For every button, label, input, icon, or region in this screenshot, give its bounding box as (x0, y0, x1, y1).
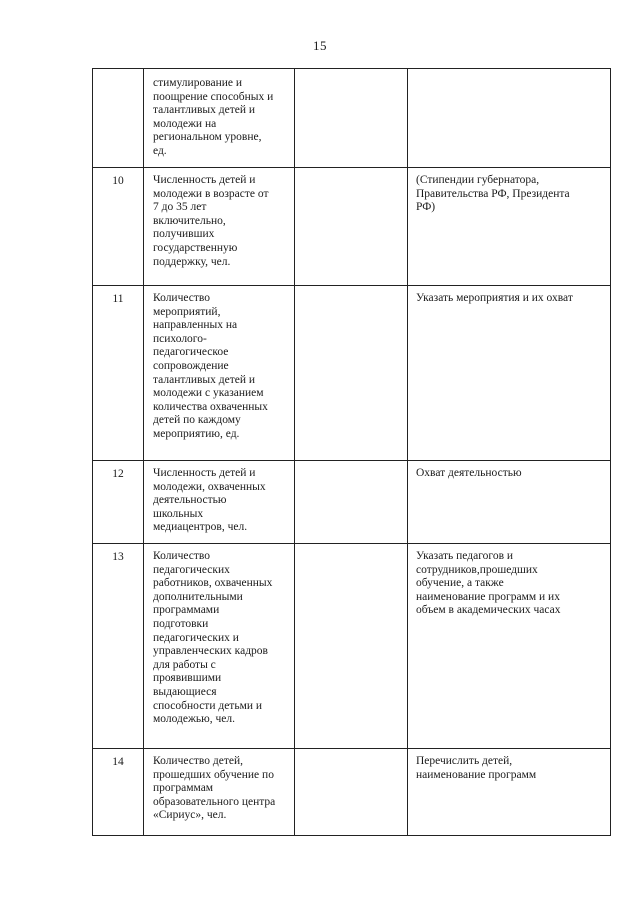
indicator-note: Указать мероприятия и их охват (416, 292, 573, 304)
indicator-value (295, 168, 407, 178)
indicator-name-cell (144, 168, 295, 286)
indicator-note: Охват деятельностью (416, 467, 522, 479)
indicator-note (408, 69, 610, 79)
row-number-cell (93, 749, 144, 836)
row-number (93, 69, 143, 76)
indicator-name-cell (144, 749, 295, 836)
indicator-name: Численность детей и молодежи, охваченных деятельностью школьных медиацентров, чел. (153, 467, 266, 534)
indicator-name: Численность детей и молодежи в возрасте от 7 до 35 лет включительно, получивших государственную поддержку, чел. (153, 174, 269, 268)
indicator-note: (Стипендии губернатора, Правительства РФ, Президента РФ) (416, 174, 570, 214)
indicator-name-cell (144, 461, 295, 544)
indicator-note: Указать педагогов и сотрудников,прошедших обучение, а также наименование программ и их объем в академических часах (416, 550, 561, 617)
row-number-cell (93, 461, 144, 544)
indicator-value-cell (295, 69, 408, 168)
row-number-cell (93, 69, 144, 168)
indicator-value-cell (295, 749, 408, 836)
row-number: 14 (112, 756, 124, 768)
table-row (93, 168, 611, 286)
indicator-value (295, 544, 407, 554)
table-row (93, 544, 611, 749)
row-number: 10 (112, 175, 124, 187)
indicator-value (295, 286, 407, 296)
indicator-name: Количество педагогических работников, охваченных дополнительными программами подготовки педагогических и управленческих кадров для работы с проявившими выдающиеся способности детьми и молодежью, чел. (153, 550, 273, 726)
indicator-note: Перечислить детей, наименование программ (416, 755, 537, 781)
row-number-cell (93, 286, 144, 461)
indicator-note-cell (408, 749, 611, 836)
indicator-name: Количество мероприятий, направленных на психолого- педагогическое сопровождение талантливых детей и молодежи с указанием количества охваченных детей по каждому мероприятию, ед. (153, 292, 268, 440)
indicator-value-cell (295, 168, 408, 286)
row-number: 12 (112, 468, 124, 480)
indicator-name: Количество детей, прошедших обучение по программам образовательного центра «Сириус», чел. (153, 755, 276, 822)
indicator-note-cell (408, 168, 611, 286)
indicator-name-cell (144, 69, 295, 168)
indicator-value-cell (295, 544, 408, 749)
indicator-note-cell (408, 69, 611, 168)
row-number-cell (93, 544, 144, 749)
row-number: 11 (112, 293, 124, 305)
indicator-value-cell (295, 461, 408, 544)
indicator-value (295, 69, 407, 79)
row-number-cell (93, 168, 144, 286)
indicator-name: стимулирование и поощрение способных и талантливых детей и молодежи на региональном уровне, ед. (153, 77, 274, 157)
indicator-name-cell (144, 286, 295, 461)
table-row (93, 461, 611, 544)
table-row (93, 749, 611, 836)
page-number: 15 (313, 38, 327, 53)
indicator-name-cell (144, 544, 295, 749)
table-row (93, 69, 611, 168)
indicator-note-cell (408, 461, 611, 544)
indicators-table (92, 68, 611, 836)
indicator-value (295, 461, 407, 471)
indicator-note-cell (408, 544, 611, 749)
indicator-value (295, 749, 407, 759)
table-row (93, 286, 611, 461)
row-number: 13 (112, 551, 124, 563)
indicator-note-cell (408, 286, 611, 461)
indicator-value-cell (295, 286, 408, 461)
